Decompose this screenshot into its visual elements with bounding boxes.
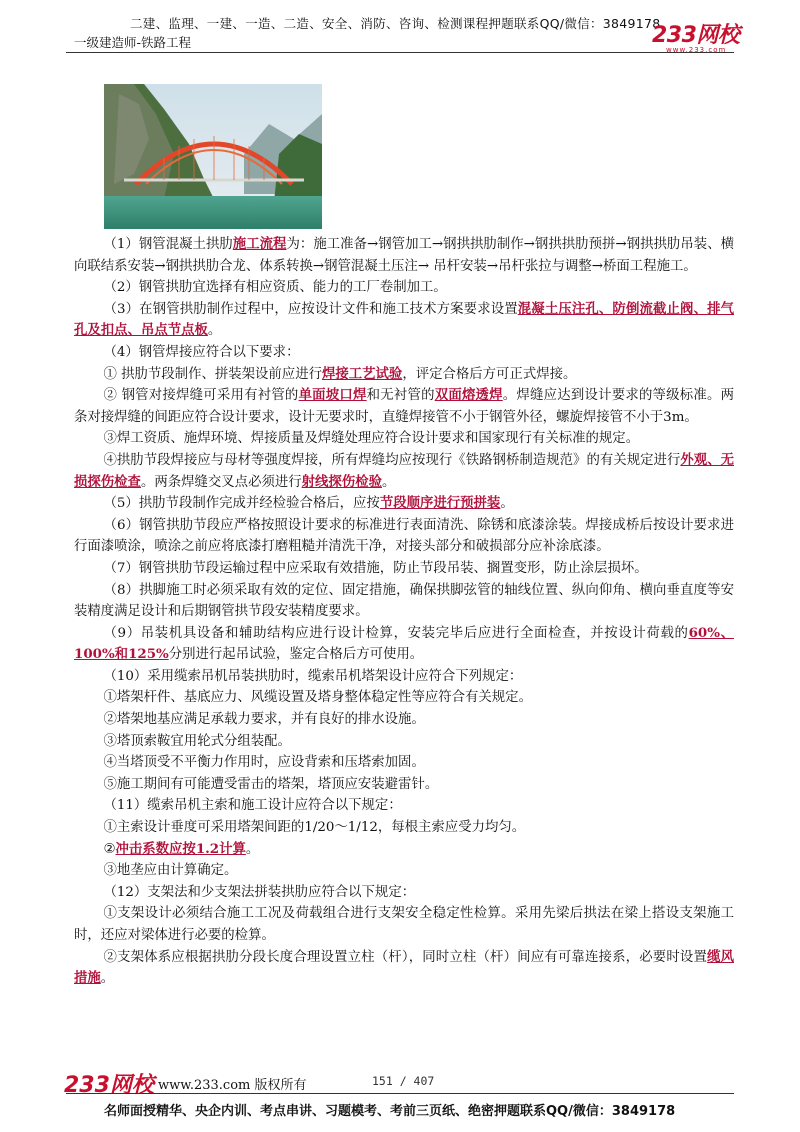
paragraph	[74, 299, 734, 342]
text-run: （4）钢管焊接应符合以下要求：	[103, 344, 300, 360]
brand-logo	[652, 18, 739, 54]
text-run: ④拱肋节段焊接应与母材等强度焊接，所有焊缝均应按现行《铁路钢桥制造规范》的有关规定进行	[103, 452, 681, 468]
paragraph	[74, 450, 734, 493]
text-run: 为：施工准备→钢管加工→钢拱拱肋制作→钢拱拱肋预拼→钢拱拱肋吊装、横向联结系安装→钢拱拱肋合龙、体系转换→钢管混凝土压注→ 吊杆安装→吊杆张拉与调整→桥面工程施工。	[74, 237, 735, 274]
text-run: ④当塔顶受不平衡力作用时，应设背索和压塔索加固。	[103, 755, 425, 771]
text-run: （9）吊装机具设备和辅助结构应进行设计检算，安装完毕后应进行全面检查，并按设计荷载的	[103, 625, 689, 641]
text-run: ③塔顶索鞍宜用轮式分组装配。	[103, 733, 291, 749]
text-run: （7）钢管拱肋节段运输过程中应采取有效措施，防止节段吊装、搁置变形，防止涂层损坏。	[103, 560, 648, 576]
key-phrase: 焊接工艺试验	[321, 365, 403, 382]
text-run: （6）钢管拱肋节段应严格按照设计要求的标准进行表面清洗、除锈和底漆涂装。焊接成桥后按设计要求进行面漆喷涂，喷涂之前应将底漆打磨粗糙并清洗干净，对接头部分和破损部分应补涂底漆。	[74, 517, 734, 555]
footer-divider	[66, 1093, 734, 1094]
text-run: （2）钢管拱肋宜选择有相应资质、能力的工厂卷制加工。	[103, 280, 447, 296]
text-run: （1）钢管混凝土拱肋	[103, 237, 233, 252]
arch-bridge-photo	[104, 84, 322, 229]
paragraph	[74, 234, 734, 277]
text-run: ①支架设计必须结合施工工况及荷载组合进行支架安全稳定性检算。采用先梁后拱法在梁上搭设支架施工时，还应对梁体进行必要的检算。	[74, 906, 734, 943]
text-run: （5）拱肋节段制作完成并经检验合格后，应按	[103, 496, 380, 512]
key-phrase: 单面坡口焊	[298, 387, 367, 404]
text-run: （11）缆索吊机主索和施工设计应符合以下规定：	[103, 798, 402, 814]
page-number: 151 / 407	[372, 1074, 435, 1088]
text-run: 。	[381, 474, 396, 490]
paragraph	[74, 515, 734, 558]
key-phrase: 双面熔透焊	[434, 387, 503, 404]
paragraph	[74, 774, 734, 796]
text-run: （10）采用缆索吊机吊装拱肋时，缆索吊机塔架设计应符合下列规定：	[103, 668, 523, 684]
header-divider	[66, 52, 734, 53]
text-run: （8）拱脚施工时必须采取有效的定位、固定措施，确保拱脚弦管的轴线位置、纵向仰角、横向垂直度等安装精度满足设计和后期钢管拱节段安装精度要求。	[74, 582, 734, 620]
footer-contact-line: 名师面授精华、央企内训、考点串讲、习题模考、考前三页纸、绝密押题联系QQ/微信：3849178	[104, 1104, 676, 1119]
document-body	[74, 234, 734, 990]
paragraph	[74, 493, 734, 515]
key-phrase: 缆风措施	[74, 948, 735, 987]
text-run: ①主索设计垂度可采用塔架间距的1/20～1/12，每根主索应受力均匀。	[103, 820, 526, 836]
text-run: ②	[103, 841, 116, 857]
text-run: （12）支架法和少支架法拼装拱肋应符合以下规定：	[103, 884, 416, 900]
key-phrase: 节段顺序进行预拼装	[379, 495, 501, 512]
text-run: 。	[100, 971, 115, 987]
paragraph	[74, 709, 734, 731]
paragraph	[74, 666, 734, 688]
key-phrase: 冲击系数应按1.2计算	[115, 840, 246, 857]
text-run: 。焊缝应达到设计要求的等级标准。两条对接焊缝的间距应符合设计要求，设计无要求时，直缝焊接管不小于钢管外径，螺旋焊接管不小于3m。	[74, 388, 735, 425]
text-run: 。两条焊缝交叉点必须进行	[140, 474, 302, 490]
text-run: ① 拱肋节段制作、拼装架设前应进行	[103, 366, 322, 382]
text-run: ③地垄应由计算确定。	[103, 863, 238, 879]
key-phrase: 射线探伤检验	[301, 473, 382, 490]
text-run: 。	[245, 841, 260, 857]
paragraph	[74, 947, 734, 990]
key-phrase: 外观、无损探伤检查	[74, 451, 734, 490]
paragraph	[74, 428, 734, 450]
text-run: ②塔架地基应满足承载力要求，并有良好的排水设施。	[103, 712, 425, 728]
paragraph	[74, 903, 734, 946]
paragraph	[74, 882, 734, 904]
text-run: ③焊工资质、施焊环境、焊接质量及焊缝处理应符合设计要求和国家现行有关标准的规定。	[103, 431, 640, 447]
key-phrase: 60%、100%和125%	[74, 624, 734, 663]
text-run: ⑤施工期间有可能遭受雷击的塔架，塔顶应安装避雷针。	[103, 776, 439, 792]
footer-copyright: www.233.com 版权所有	[158, 1078, 307, 1093]
paragraph	[74, 817, 734, 839]
text-run: ② 钢管对接焊缝可采用有衬管的	[103, 388, 299, 404]
key-phrase: 施工流程	[232, 236, 287, 252]
paragraph	[74, 580, 734, 623]
paragraph	[74, 839, 734, 861]
key-phrase: 混凝土压注孔、防倒流截止阀、排气孔及扣点、吊点节点板	[74, 300, 734, 339]
paragraph	[74, 860, 734, 882]
footer-logo: 233网校	[64, 1073, 154, 1098]
paragraph	[74, 277, 734, 299]
paragraph	[74, 364, 734, 386]
paragraph	[74, 731, 734, 753]
document-subject: 一级建造师-铁路工程	[74, 35, 192, 50]
text-run: 分别进行起吊试验，鉴定合格后方可使用。	[168, 647, 424, 663]
text-run: 。	[500, 496, 514, 512]
paragraph	[74, 687, 734, 709]
paragraph	[74, 623, 734, 666]
brand-logo-url: www.233.com	[666, 46, 727, 54]
paragraph	[74, 558, 734, 580]
text-run: ②支架体系应根据拱肋分段长度合理设置立柱（杆），同时立柱（杆）间应有可靠连接系，必要时设置	[103, 949, 708, 965]
text-run: （3）在钢管拱肋制作过程中，应按设计文件和施工技术方案要求设置	[103, 301, 518, 317]
text-run: 和无衬管的	[366, 388, 435, 404]
paragraph	[74, 342, 734, 364]
text-run: ，评定合格后方可正式焊接。	[402, 366, 577, 382]
paragraph	[74, 795, 734, 817]
header-contact-line: 二建、监理、一建、一造、二造、安全、消防、咨询、检测课程押题联系QQ/微信：3849178	[130, 16, 661, 31]
paragraph	[74, 752, 734, 774]
text-run: ①塔架杆件、基底应力、风缆设置及塔身整体稳定性等应符合有关规定。	[103, 690, 532, 706]
text-run: 。	[207, 323, 222, 339]
brand-logo-text: 233网校	[652, 23, 740, 48]
paragraph	[74, 385, 734, 428]
